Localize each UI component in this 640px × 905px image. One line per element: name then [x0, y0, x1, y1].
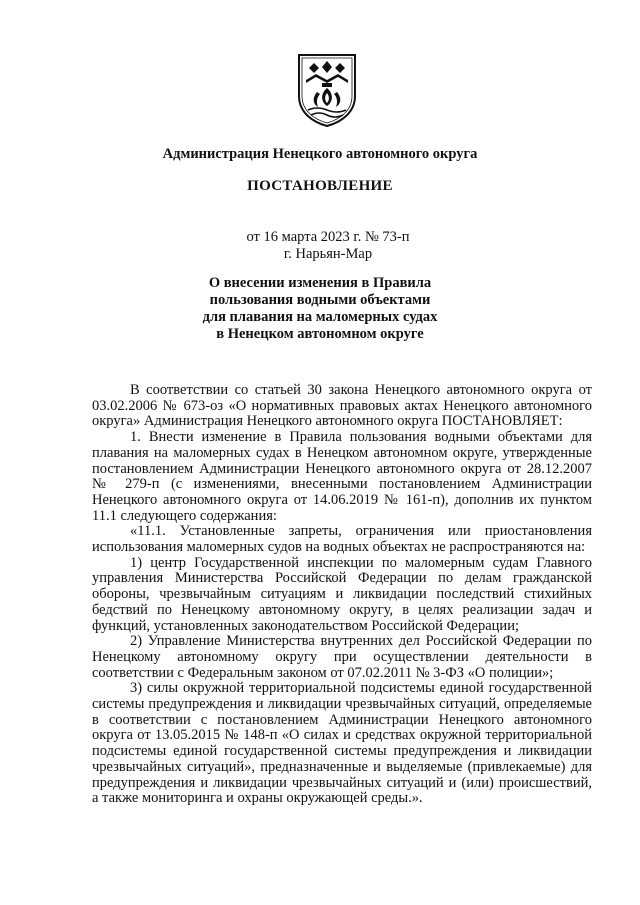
subject-line: пользования водными объектами — [209, 292, 431, 308]
body-paragraph-subitem-2: 2) Управление Министерства внутренних дел Российской Федерации по Ненецкому автономному округу при осуществлении деятельности в соответствии с Федеральным законом от 07.02.2011 № 3-ФЗ «О полиции»; — [92, 633, 592, 681]
body-paragraph-clause-11-1: «11.1. Установленные запреты, ограничения или приостановления использования маломерных судов на водных объектах не распространяются на: — [92, 523, 592, 556]
subject-line: для плавания на маломерных судах — [202, 309, 438, 325]
document-subject — [0, 275, 640, 343]
document-body — [92, 383, 592, 807]
body-paragraph-preamble: В соответствии со статьей 30 закона Ненецкого автономного округа от 03.02.2006 № 673-оз «О нормативных правовых актах Ненецкого автономного округа» Администрация Ненецкого автономного округа ПОСТАНОВЛЯЕТ: — [92, 382, 592, 430]
subject-line: О внесении изменения в Правила — [208, 275, 432, 291]
document-date-block — [8, 229, 640, 263]
body-paragraph-item-1: 1. Внести изменение в Правила пользования водными объектами для плавания на маломерных судах в Ненецком автономном округе, утвержденные постановлением Администрации Ненецкого автономного округа от 28.12.2007 № 279-п (с изменениями, внесенными постановлением Администрации Ненецкого автономного округа от 14.06.2019 № 161-п), дополнив их пунктом 11.1 следующего содержания: — [92, 429, 592, 524]
agency-name: Администрация Ненецкого автономного округа — [162, 146, 478, 162]
document-date-number: от 16 марта 2023 г. № 73-п — [246, 229, 410, 245]
coat-of-arms-icon — [296, 52, 358, 128]
body-paragraph-subitem-1: 1) центр Государственной инспекции по маломерным судам Главного управления Министерства Российской Федерации по делам гражданской обороны, чрезвычайным ситуациям и ликвидации последствий стихийных бедствий по Ненецкому автономному округу, в целях реализации задач и функций, установленных законодательством Российской Федерации; — [92, 554, 592, 634]
document-place: г. Нарьян-Мар — [283, 246, 373, 262]
document-type: ПОСТАНОВЛЕНИЕ — [247, 178, 393, 194]
subject-line: в Ненецком автономном округе — [216, 326, 424, 342]
body-paragraph-subitem-3: 3) силы окружной территориальной подсистемы единой государственной системы предупреждения и ликвидации чрезвычайных ситуаций, определяемые в соответствии с постановлением Администрации Ненецкого автономного округа от 13.05.2015 № 148-п «О силах и средствах окружной территориальной подсистемы единой государственной системы предупреждения и ликвидации чрезвычайных ситуаций», предназначенные и выделяемые (привлекаемые) для предупреждения и ликвидации чрезвычайных ситуаций и (или) происшествий, а также мониторинга и охраны окружающей среды.». — [92, 680, 592, 807]
